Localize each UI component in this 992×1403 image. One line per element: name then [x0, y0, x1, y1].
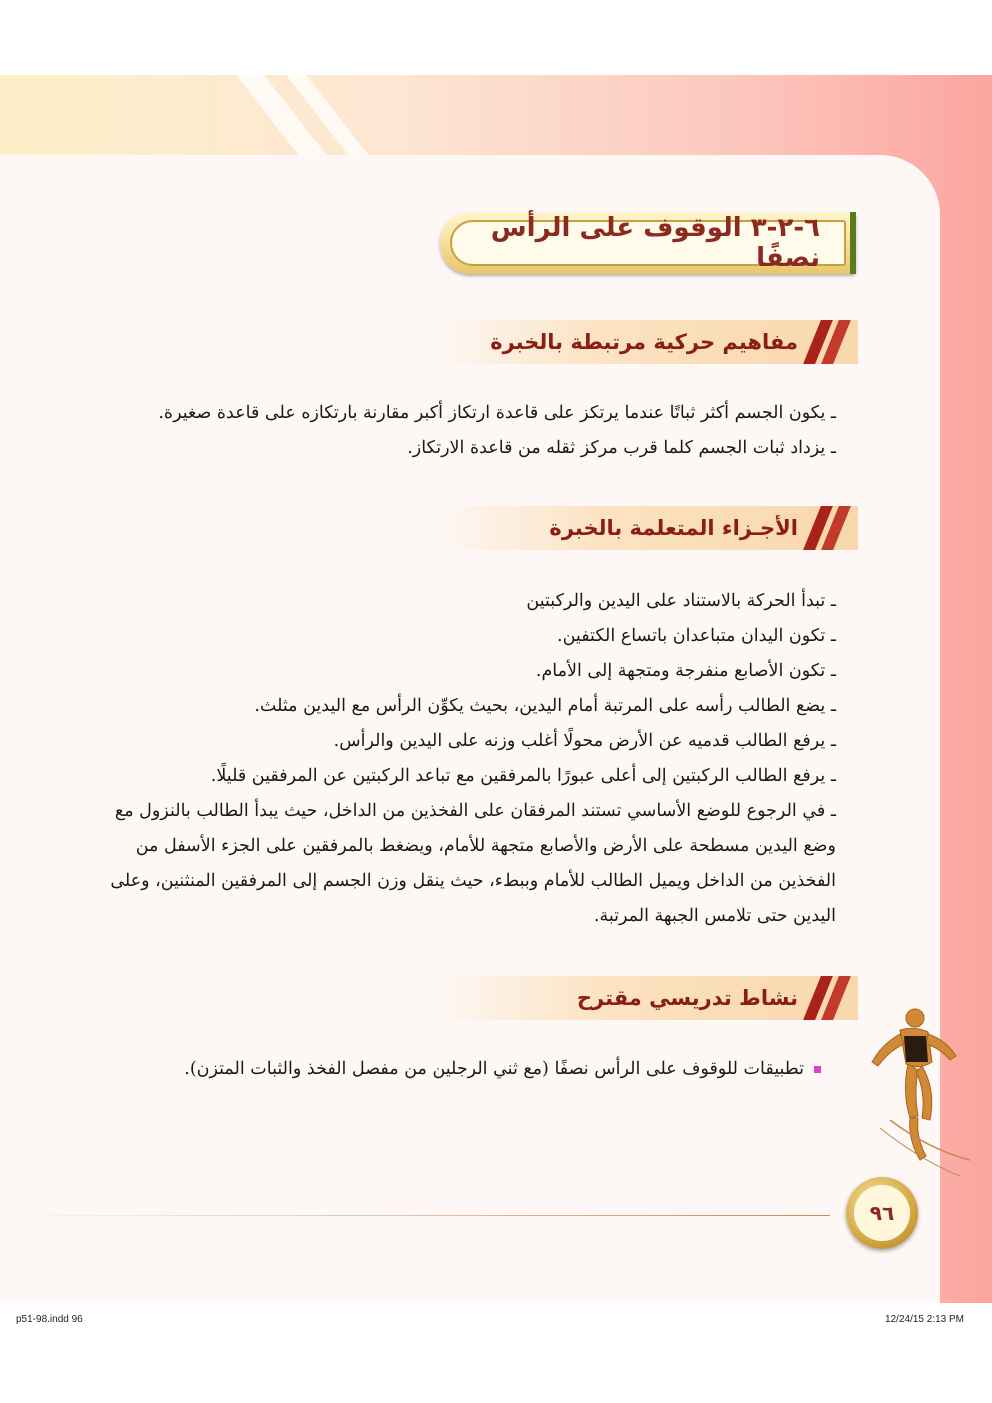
title-accent-bar: [850, 212, 856, 274]
square-bullet-icon: [814, 1066, 821, 1073]
footer-filename: p51-98.indd 96: [16, 1314, 83, 1325]
list-item: ـ يضع الطالب رأسه على المرتبة أمام اليدين، بحيث يكوِّن الرأس مع اليدين مثلث.: [254, 696, 836, 716]
heading-parts-label: الأجـزاء المتعلمة بالخبرة: [549, 516, 798, 540]
heading-activity: [430, 976, 858, 1020]
heading-concepts-label: مفاهيم حركية مرتبطة بالخبرة: [490, 330, 798, 354]
list-item: ـ يرفع الطالب قدميه عن الأرض محولًا أغلب وزنه على اليدين والرأس.: [333, 731, 836, 751]
footer-timestamp: 12/24/15 2:13 PM: [885, 1314, 964, 1325]
list-item: ـ يكون الجسم أكثر ثباتًا عندما يرتكز على قاعدة ارتكاز أكبر مقارنة بارتكازه على قاعدة صغيرة.: [158, 403, 836, 423]
heading-parts: [430, 506, 858, 550]
runner-jersey: [904, 1036, 928, 1062]
list-item: ـ يزداد ثبات الجسم كلما قرب مركز ثقله من قاعدة الارتكاز.: [407, 438, 836, 458]
list-item: ـ تبدأ الحركة بالاستناد على اليدين والركبتين: [526, 591, 836, 611]
section-title-box: [440, 212, 856, 274]
activity-list: [104, 1052, 804, 1087]
page-number-badge: [846, 1177, 918, 1249]
list-item: ـ تكون الأصابع منفرجة ومتجهة إلى الأمام.: [535, 661, 836, 681]
runner-illustration: [860, 1000, 992, 1180]
section-title: ٦-٢-٣ الوقوف على الرأس نصفًا: [490, 213, 820, 273]
parts-list: [96, 584, 836, 934]
page-divider: [0, 1215, 830, 1216]
concepts-list: [96, 396, 836, 466]
list-item-paragraph: ـ في الرجوع للوضع الأساسي تستند المرفقان على الفخذين من الداخل، حيث يبدأ الطالب بالنزول مع وضع اليدين مسطحة على الأرض والأصابع متجهة للأمام، ويضغط بالمرفقين على الجزء الأسفل من الفخذين من الداخل ويميل الطالب للأمام وببطء، حيث ينقل وزن الجسم إلى المرفقين المنثنين، وعلى اليدين حتى تلامس الجبهة المرتبة.: [110, 801, 836, 926]
page-number: ٩٦: [869, 1201, 895, 1225]
list-item: تطبيقات للوقوف على الرأس نصفًا (مع ثني الرجلين من مفصل الفخذ والثبات المتزن).: [184, 1059, 804, 1079]
list-item: ـ تكون اليدان متباعدان باتساع الكتفين.: [557, 626, 836, 646]
list-item: ـ يرفع الطالب الركبتين إلى أعلى عبورًا بالمرفقين مع تباعد الركبتين عن المرفقين قليلًا.: [210, 766, 836, 786]
heading-activity-label: نشاط تدريسي مقترح: [576, 986, 798, 1010]
heading-concepts: [430, 320, 858, 364]
